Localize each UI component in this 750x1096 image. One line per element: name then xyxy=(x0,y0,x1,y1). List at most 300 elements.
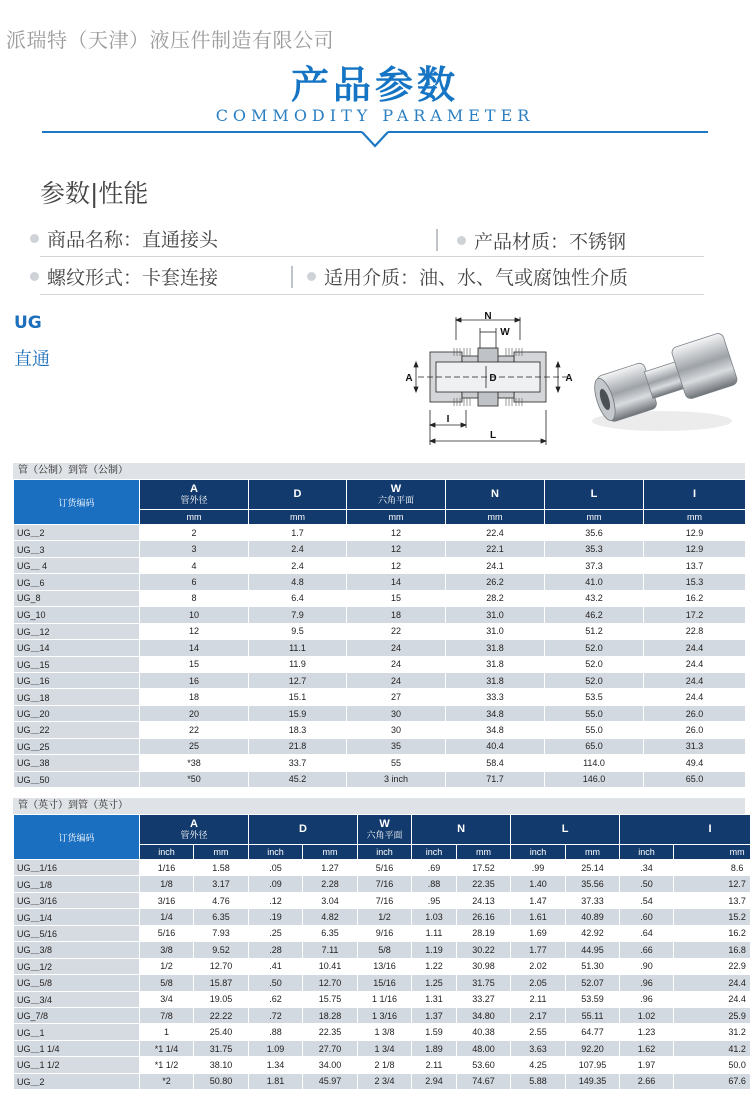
value-cell: 4.25 xyxy=(511,1057,566,1073)
value-cell: 53.5 xyxy=(545,689,644,705)
value-cell: 35.6 xyxy=(545,525,644,541)
value-cell: 12.7 xyxy=(674,876,750,892)
section-title: 参数|性能 xyxy=(40,179,149,208)
table-row xyxy=(14,892,750,908)
attr-name-text: 商品名称：直通接头 xyxy=(47,229,219,251)
dim-label-A-left: A xyxy=(405,373,413,384)
value-cell: 1.11 xyxy=(412,925,457,941)
value-cell: 3/16 xyxy=(140,892,194,908)
value-cell: 2.4 xyxy=(249,541,347,557)
value-cell: 1 3/16 xyxy=(358,1007,412,1023)
value-cell: 12 xyxy=(347,541,446,557)
order-code-cell: UG＿12 xyxy=(14,623,140,639)
table-row xyxy=(14,755,746,771)
value-cell: 24 xyxy=(347,656,446,672)
value-cell: 2.4 xyxy=(249,557,347,573)
value-cell: .25 xyxy=(249,925,303,941)
divider-line xyxy=(40,256,704,257)
order-code-cell: UG_10 xyxy=(14,607,140,623)
value-cell: 52.07 xyxy=(566,975,620,991)
col-header-W: W 六角平面 xyxy=(358,815,412,845)
title-rule-right xyxy=(388,131,708,133)
value-cell: 18.28 xyxy=(303,1007,358,1023)
value-cell: 15.2 xyxy=(674,909,750,925)
value-cell: .09 xyxy=(249,876,303,892)
dim-label-D: D xyxy=(489,373,497,384)
col-header-code: 订货编码 xyxy=(14,480,140,525)
value-cell: 26.2 xyxy=(446,574,545,590)
value-cell: 17.52 xyxy=(457,860,511,876)
value-cell: 52.0 xyxy=(545,672,644,688)
value-cell: 6 xyxy=(140,574,249,590)
table-row xyxy=(14,1040,750,1056)
attr-thread xyxy=(30,263,218,290)
value-cell: 21.8 xyxy=(249,738,347,754)
divider-line xyxy=(40,294,704,295)
order-code-cell: UG＿14 xyxy=(14,640,140,656)
value-cell: 2.05 xyxy=(511,975,566,991)
table-row xyxy=(14,991,750,1007)
value-cell: 1.69 xyxy=(511,925,566,941)
unit-header: mm xyxy=(140,510,249,525)
table-row xyxy=(14,771,746,787)
value-cell: 12.70 xyxy=(194,958,249,974)
value-cell: .62 xyxy=(249,991,303,1007)
value-cell: 3/8 xyxy=(140,942,194,958)
table-row xyxy=(14,656,746,672)
unit-header: mm xyxy=(194,845,249,860)
value-cell: 2 1/8 xyxy=(358,1057,412,1073)
value-cell: 51.30 xyxy=(566,958,620,974)
value-cell: 1/2 xyxy=(358,909,412,925)
col-header-L: L xyxy=(545,480,644,510)
value-cell: 7/8 xyxy=(140,1007,194,1023)
value-cell: 9.5 xyxy=(249,623,347,639)
value-cell: 2.11 xyxy=(511,991,566,1007)
value-cell: 13.7 xyxy=(674,892,750,908)
value-cell: 25.40 xyxy=(194,1024,249,1040)
value-cell: 12.70 xyxy=(303,975,358,991)
value-cell: 7.93 xyxy=(194,925,249,941)
bullet-icon xyxy=(457,236,466,245)
value-cell: 1 3/8 xyxy=(358,1024,412,1040)
value-cell: 65.0 xyxy=(545,738,644,754)
value-cell: 30 xyxy=(347,705,446,721)
attr-name xyxy=(30,225,218,252)
value-cell: 37.3 xyxy=(545,557,644,573)
table-row xyxy=(14,705,746,721)
value-cell: 48.00 xyxy=(457,1040,511,1056)
table-row xyxy=(14,640,746,656)
value-cell: 15.75 xyxy=(303,991,358,1007)
value-cell: 1 1/16 xyxy=(358,991,412,1007)
technical-drawing xyxy=(398,310,588,450)
value-cell: 30.98 xyxy=(457,958,511,974)
value-cell: 28.19 xyxy=(457,925,511,941)
value-cell: 1.97 xyxy=(620,1057,674,1073)
order-code-cell: UG＿16 xyxy=(14,672,140,688)
value-cell: 16.2 xyxy=(644,590,746,606)
value-cell: 1/8 xyxy=(140,876,194,892)
order-code-cell: UG＿1/4 xyxy=(14,909,140,925)
value-cell: 1.34 xyxy=(249,1057,303,1073)
value-cell: 24 xyxy=(347,640,446,656)
value-cell: .28 xyxy=(249,942,303,958)
value-cell: 5/16 xyxy=(358,860,412,876)
attr-thread-text: 螺纹形式：卡套连接 xyxy=(47,267,219,289)
value-cell: 55.0 xyxy=(545,722,644,738)
table-row xyxy=(14,557,746,573)
table-row xyxy=(14,975,750,991)
dim-label-W: W xyxy=(500,327,510,338)
value-cell: 13.7 xyxy=(644,557,746,573)
value-cell: .96 xyxy=(620,991,674,1007)
value-cell: 9.52 xyxy=(194,942,249,958)
value-cell: 1.81 xyxy=(249,1073,303,1089)
value-cell: 1 3/4 xyxy=(358,1040,412,1056)
value-cell: 50.80 xyxy=(194,1073,249,1089)
col-header-W: W 六角平面 xyxy=(347,480,446,510)
dim-label-A-right: A xyxy=(565,373,573,384)
metric-caption: 管（公制）到管（公制） xyxy=(13,463,745,479)
value-cell: 45.2 xyxy=(249,771,347,787)
unit-header: mm xyxy=(446,510,545,525)
table-row xyxy=(14,541,746,557)
value-cell: 6.35 xyxy=(194,909,249,925)
order-code-cell: UG＿3/4 xyxy=(14,991,140,1007)
chevron-down-icon xyxy=(360,124,390,152)
value-cell: 31.8 xyxy=(446,640,545,656)
value-cell: 25 xyxy=(140,738,249,754)
unit-header: mm xyxy=(303,845,358,860)
value-cell: 55 xyxy=(347,755,446,771)
table-row xyxy=(14,574,746,590)
value-cell: .41 xyxy=(249,958,303,974)
value-cell: 1.22 xyxy=(412,958,457,974)
value-cell: 24.13 xyxy=(457,892,511,908)
value-cell: 22.35 xyxy=(457,876,511,892)
company-name: 派瑞特（天津）液压件制造有限公司 xyxy=(6,28,334,52)
value-cell: 1 xyxy=(140,1024,194,1040)
value-cell: 22.35 xyxy=(303,1024,358,1040)
value-cell: .64 xyxy=(620,925,674,941)
value-cell: 49.4 xyxy=(644,755,746,771)
value-cell: 12 xyxy=(347,557,446,573)
value-cell: 17.2 xyxy=(644,607,746,623)
bullet-icon xyxy=(30,272,39,281)
value-cell: 15.9 xyxy=(249,705,347,721)
dim-label-I: I xyxy=(446,414,450,425)
value-cell: .95 xyxy=(412,892,457,908)
attr-medium xyxy=(307,263,628,290)
value-cell: 107.95 xyxy=(566,1057,620,1073)
value-cell: *1 1/4 xyxy=(140,1040,194,1056)
value-cell: 22 xyxy=(140,722,249,738)
value-cell: 11.1 xyxy=(249,640,347,656)
unit-header: inch xyxy=(140,845,194,860)
order-code-cell: UG＿5/8 xyxy=(14,975,140,991)
table-row xyxy=(14,623,746,639)
value-cell: 42.92 xyxy=(566,925,620,941)
value-cell: 14 xyxy=(140,640,249,656)
value-cell: 38.10 xyxy=(194,1057,249,1073)
value-cell: 1.62 xyxy=(620,1040,674,1056)
value-cell: 51.2 xyxy=(545,623,644,639)
value-cell: 6.35 xyxy=(303,925,358,941)
value-cell: 2.55 xyxy=(511,1024,566,1040)
col-header-D: D xyxy=(249,815,358,845)
value-cell: 8.6 xyxy=(674,860,750,876)
value-cell: .69 xyxy=(412,860,457,876)
order-code-cell: UG＿1 1/4 xyxy=(14,1040,140,1056)
unit-header: mm xyxy=(249,510,347,525)
value-cell: 2.02 xyxy=(511,958,566,974)
value-cell: 5.88 xyxy=(511,1073,566,1089)
value-cell: .60 xyxy=(620,909,674,925)
value-cell: .99 xyxy=(511,860,566,876)
value-cell: .05 xyxy=(249,860,303,876)
value-cell: 30.22 xyxy=(457,942,511,958)
dim-label-L: L xyxy=(489,430,497,441)
col-header-L: L xyxy=(511,815,620,845)
table-row xyxy=(14,909,750,925)
value-cell: 15 xyxy=(140,656,249,672)
value-cell: 1.03 xyxy=(412,909,457,925)
value-cell: 19.05 xyxy=(194,991,249,1007)
table-row xyxy=(14,689,746,705)
value-cell: 18 xyxy=(347,607,446,623)
table-row xyxy=(14,672,746,688)
value-cell: 1.09 xyxy=(249,1040,303,1056)
value-cell: 31.75 xyxy=(194,1040,249,1056)
value-cell: 1.59 xyxy=(412,1024,457,1040)
value-cell: .54 xyxy=(620,892,674,908)
value-cell: 24.4 xyxy=(644,689,746,705)
order-code-cell: UG＿2 xyxy=(14,525,140,541)
value-cell: 6.4 xyxy=(249,590,347,606)
attr-divider xyxy=(436,229,438,251)
value-cell: 34.8 xyxy=(446,722,545,738)
value-cell: 4.76 xyxy=(194,892,249,908)
order-code-cell: UG＿3/16 xyxy=(14,892,140,908)
value-cell: 40.4 xyxy=(446,738,545,754)
order-code-cell: UG＿2 xyxy=(14,1073,140,1089)
value-cell: 8 xyxy=(140,590,249,606)
table-row xyxy=(14,1007,750,1023)
value-cell: 12 xyxy=(140,623,249,639)
order-code-cell: UG＿25 xyxy=(14,738,140,754)
value-cell: 65.0 xyxy=(644,771,746,787)
value-cell: *38 xyxy=(140,755,249,771)
value-cell: 3.63 xyxy=(511,1040,566,1056)
product-photo xyxy=(592,325,744,435)
value-cell: 1/16 xyxy=(140,860,194,876)
value-cell: 31.0 xyxy=(446,623,545,639)
value-cell: 5/8 xyxy=(140,975,194,991)
page-title: 产品参数 xyxy=(290,63,459,107)
col-header-N: N xyxy=(412,815,511,845)
value-cell: 15 xyxy=(347,590,446,606)
unit-header: mm xyxy=(457,845,511,860)
value-cell: 114.0 xyxy=(545,755,644,771)
value-cell: 18 xyxy=(140,689,249,705)
value-cell: 4.8 xyxy=(249,574,347,590)
value-cell: 71.7 xyxy=(446,771,545,787)
table-row xyxy=(14,1024,750,1040)
table-row xyxy=(14,590,746,606)
value-cell: 1.31 xyxy=(412,991,457,1007)
order-code-cell: UG＿1 1/2 xyxy=(14,1057,140,1073)
value-cell: 2.11 xyxy=(412,1057,457,1073)
unit-header: inch xyxy=(511,845,566,860)
value-cell: 3 xyxy=(140,541,249,557)
value-cell: 15.3 xyxy=(644,574,746,590)
order-code-cell: UG＿3 xyxy=(14,541,140,557)
value-cell: 24.4 xyxy=(644,656,746,672)
value-cell: 25.14 xyxy=(566,860,620,876)
value-cell: 58.4 xyxy=(446,755,545,771)
table-row xyxy=(14,958,750,974)
col-header-D: D xyxy=(249,480,347,510)
unit-header: mm xyxy=(347,510,446,525)
order-code-cell: UG＿20 xyxy=(14,705,140,721)
value-cell: 10.41 xyxy=(303,958,358,974)
value-cell: *2 xyxy=(140,1073,194,1089)
product-name: 直通 xyxy=(14,349,50,370)
table-row xyxy=(14,942,750,958)
value-cell: 2.28 xyxy=(303,876,358,892)
value-cell: 50.0 xyxy=(674,1057,750,1073)
bullet-icon xyxy=(307,272,316,281)
value-cell: 149.35 xyxy=(566,1073,620,1089)
value-cell: 7.11 xyxy=(303,942,358,958)
unit-header: inch xyxy=(412,845,457,860)
value-cell: 40.89 xyxy=(566,909,620,925)
value-cell: 26.0 xyxy=(644,722,746,738)
order-code-cell: UG＿1/8 xyxy=(14,876,140,892)
attr-material-text: 产品材质：不锈钢 xyxy=(474,231,627,253)
value-cell: 7/16 xyxy=(358,876,412,892)
value-cell: 28.2 xyxy=(446,590,545,606)
value-cell: 4.82 xyxy=(303,909,358,925)
table-row xyxy=(14,876,750,892)
table-row xyxy=(14,1057,750,1073)
value-cell: 20 xyxy=(140,705,249,721)
value-cell: 22.1 xyxy=(446,541,545,557)
value-cell: .34 xyxy=(620,860,674,876)
order-code-cell: UG＿3/8 xyxy=(14,942,140,958)
attr-medium-text: 适用介质：油、水、气或腐蚀性介质 xyxy=(324,267,629,289)
order-code-cell: UG＿6 xyxy=(14,574,140,590)
value-cell: 25.9 xyxy=(674,1007,750,1023)
table-row xyxy=(14,1073,750,1089)
value-cell: 27.70 xyxy=(303,1040,358,1056)
value-cell: 5/16 xyxy=(140,925,194,941)
table-row xyxy=(14,525,746,541)
metric-table xyxy=(13,479,746,788)
imperial-caption: 管（英寸）到管（英寸） xyxy=(13,798,745,814)
value-cell: .88 xyxy=(412,876,457,892)
value-cell: 24.4 xyxy=(674,975,750,991)
order-code-cell: UG＿38 xyxy=(14,755,140,771)
value-cell: 33.3 xyxy=(446,689,545,705)
value-cell: 55.11 xyxy=(566,1007,620,1023)
table-row xyxy=(14,738,746,754)
value-cell: 1/4 xyxy=(140,909,194,925)
value-cell: 31.8 xyxy=(446,672,545,688)
col-header-I: I xyxy=(644,480,746,510)
dim-label-N: N xyxy=(484,311,492,322)
value-cell: 2 xyxy=(140,525,249,541)
value-cell: 4 xyxy=(140,557,249,573)
col-header-A: A 管外径 xyxy=(140,480,249,510)
col-header-code: 订货编码 xyxy=(14,815,140,860)
value-cell: 53.60 xyxy=(457,1057,511,1073)
unit-header: inch xyxy=(620,845,674,860)
value-cell: 15.1 xyxy=(249,689,347,705)
value-cell: 41.0 xyxy=(545,574,644,590)
value-cell: 1.25 xyxy=(412,975,457,991)
value-cell: .90 xyxy=(620,958,674,974)
value-cell: 64.77 xyxy=(566,1024,620,1040)
attr-divider xyxy=(291,266,293,288)
value-cell: 2 3/4 xyxy=(358,1073,412,1089)
order-code-cell: UG＿1/16 xyxy=(14,860,140,876)
table-row xyxy=(14,607,746,623)
value-cell: .50 xyxy=(620,876,674,892)
value-cell: 2.94 xyxy=(412,1073,457,1089)
attr-material xyxy=(457,227,626,254)
value-cell: *50 xyxy=(140,771,249,787)
value-cell: 10 xyxy=(140,607,249,623)
value-cell: 13/16 xyxy=(358,958,412,974)
value-cell: 22 xyxy=(347,623,446,639)
value-cell: 5/8 xyxy=(358,942,412,958)
value-cell: 27 xyxy=(347,689,446,705)
value-cell: 46.2 xyxy=(545,607,644,623)
value-cell: 1/2 xyxy=(140,958,194,974)
value-cell: 16.2 xyxy=(674,925,750,941)
value-cell: 53.59 xyxy=(566,991,620,1007)
value-cell: .72 xyxy=(249,1007,303,1023)
value-cell: 24.1 xyxy=(446,557,545,573)
value-cell: .88 xyxy=(249,1024,303,1040)
value-cell: 1.61 xyxy=(511,909,566,925)
value-cell: 37.33 xyxy=(566,892,620,908)
value-cell: 1.27 xyxy=(303,860,358,876)
value-cell: 3.17 xyxy=(194,876,249,892)
value-cell: 3 inch xyxy=(347,771,446,787)
unit-header: mm xyxy=(545,510,644,525)
value-cell: 41.2 xyxy=(674,1040,750,1056)
order-code-cell: UG＿ 4 xyxy=(14,557,140,573)
value-cell: 12 xyxy=(347,525,446,541)
value-cell: .96 xyxy=(620,975,674,991)
unit-header: inch xyxy=(358,845,412,860)
value-cell: 12.9 xyxy=(644,525,746,541)
value-cell: 26.16 xyxy=(457,909,511,925)
value-cell: 24.4 xyxy=(674,991,750,1007)
value-cell: 1.40 xyxy=(511,876,566,892)
value-cell: 74.67 xyxy=(457,1073,511,1089)
value-cell: 12.7 xyxy=(249,672,347,688)
value-cell: 24.4 xyxy=(644,640,746,656)
value-cell: 14 xyxy=(347,574,446,590)
value-cell: 18.3 xyxy=(249,722,347,738)
order-code-cell: UG_7/8 xyxy=(14,1007,140,1023)
value-cell: 92.20 xyxy=(566,1040,620,1056)
value-cell: 52.0 xyxy=(545,656,644,672)
